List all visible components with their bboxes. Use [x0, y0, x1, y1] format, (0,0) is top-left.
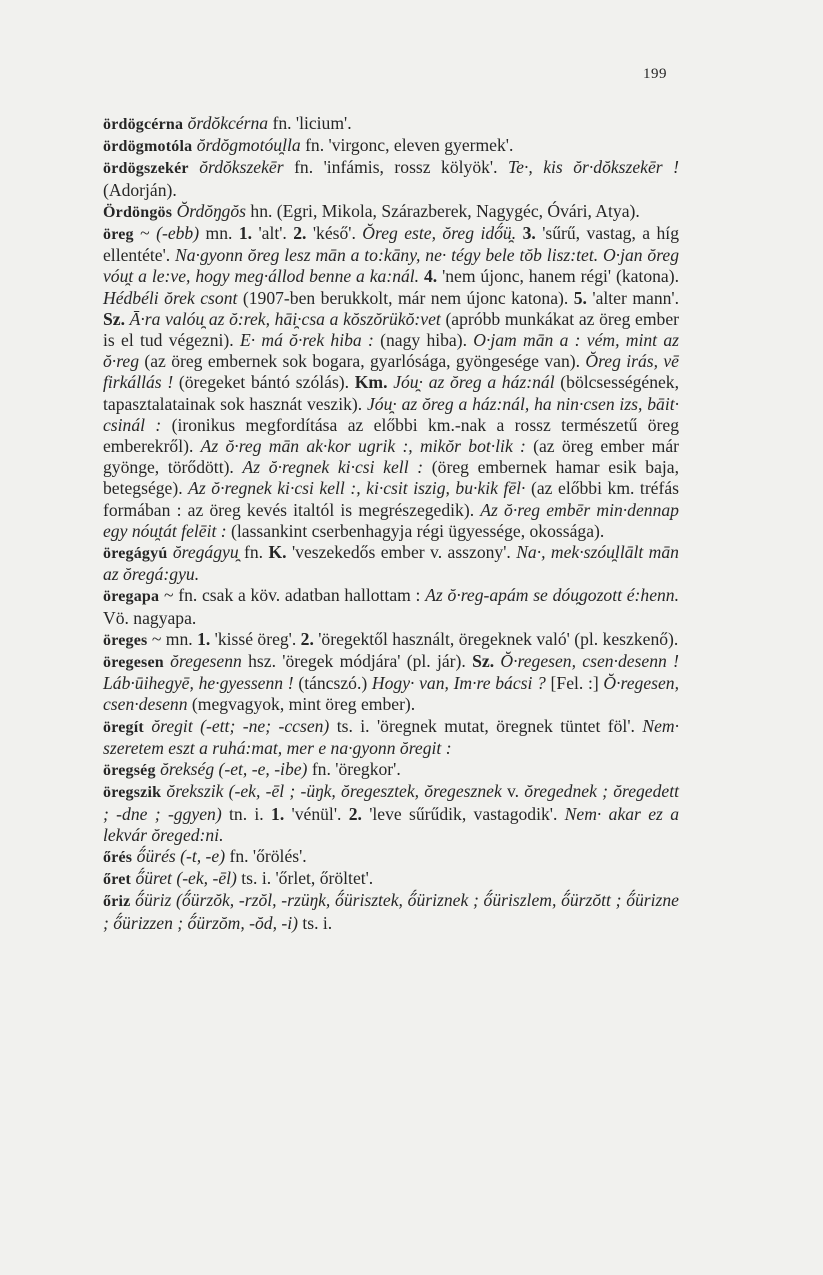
dialect-form: O·jam mān a : vém, mint az ŏ·reg [103, 330, 679, 372]
dictionary-entry [61, 781, 679, 846]
dialect-form: ŏrekszik (-ek, -ēl ; -üŋk, ŏregesztek, ŏregesznek [166, 781, 502, 802]
dictionary-entry [61, 542, 679, 585]
definition-text: ~ fn. csak a köv. adatban hallottam : [159, 585, 426, 606]
definition-text: 'alt'. [252, 223, 294, 244]
definition-text: ts. i. 'öregnek mutat, öregnek tüntet föl'. [329, 715, 643, 736]
definition-text: (ironikus megfordítása az előbbi km.-nak a rossz természetű öreg emberekről). [103, 414, 679, 457]
definition-text: 'alter mann'. [586, 287, 679, 308]
dialect-form: ŏregesenn [170, 651, 242, 672]
dictionary-entry [61, 716, 679, 759]
definition-text: (öreg embernek hamar esik baja, betegsége). [103, 457, 679, 499]
definition-text [189, 157, 199, 177]
definition-text: fn. 'őrölés'. [225, 845, 307, 866]
definition-text: fn. [238, 542, 269, 563]
definition-text: (lassankint cserbenhagyja régi ügyessége, okossága). [226, 520, 605, 541]
sense-marker: 1. [271, 803, 285, 824]
sense-marker: 2. [348, 803, 362, 824]
dialect-form: Nem· akar ez a lekvár ŏreged:ni. [103, 803, 679, 845]
sense-marker: Sz. [103, 308, 125, 329]
sense-marker: 1. [197, 628, 211, 649]
dialect-form: Ŏrdŏŋgŏs [176, 200, 246, 221]
definition-text: (az öreg embernek sok bogara, gyarlósága, gyöngesége van). [139, 351, 586, 372]
dictionary-entry [61, 651, 679, 716]
dictionary-entry [61, 201, 679, 223]
definition-text: (táncszó.) [293, 673, 372, 694]
dialect-form: ő́üriz (ő́ürzŏk, -rzŏl, -rzüŋk, ő́ürisztek, ő́üriznek ; ő́üriszlem, ő́ürzŏtt ; ő́ürizne ; ő́ürizzen ; ő́ürzŏm, -ŏd, -i) [103, 890, 679, 933]
headword: Ördöngös [103, 203, 173, 221]
dialect-form: Ā·ra valóu̯ az ŏ:rek, hāi̯·csa a kŏszŏrükŏ:vet [129, 308, 441, 329]
headword: öregszik [103, 784, 162, 802]
dialect-form: Jóu̯· az ŏreg a ház:nál [393, 372, 555, 393]
dictionary-entry [61, 868, 679, 890]
sense-marker: Km. [354, 372, 388, 393]
sense-marker: Sz. [472, 651, 495, 672]
dialect-form: Hogy· van, Im·re bácsi ? [371, 673, 546, 694]
dialect-form: Te·, kis ŏr·dŏkszekēr ! [507, 157, 679, 178]
headword: öregesen [103, 654, 164, 672]
dialect-form: ŏrdŏkszekēr [199, 157, 284, 178]
headword: ördögszekér [103, 160, 189, 178]
definition-text: (megvagyok, mint öreg ember). [187, 694, 416, 715]
dialect-form: ŏrekség (-et, -e, -ibe) [160, 759, 308, 780]
definition-text: mn. [199, 223, 239, 244]
sense-marker: 3. [522, 223, 536, 244]
definition-text: (apróbb munkákat az öreg ember is el tud végezni). [103, 308, 679, 351]
sense-marker: 2. [293, 223, 307, 244]
headword: öregít [103, 718, 144, 736]
definition-text: fn. 'infámis, rossz kölyök'. [283, 157, 508, 178]
headword: őrés [103, 848, 133, 866]
headword: ördögcérna [103, 116, 184, 133]
dictionary-text-column [61, 113, 679, 934]
sense-marker: 5. [573, 287, 587, 308]
dictionary-entry [61, 135, 679, 157]
dialect-form: ő́ürés (-t, -e) [136, 845, 226, 866]
dialect-form: Hédbéli ŏrek csont [103, 287, 238, 308]
headword: öreg [103, 226, 134, 244]
definition-text: fn. 'öregkor'. [307, 759, 401, 780]
definition-text: 'kissé öreg'. [210, 628, 301, 649]
definition-text: ~ [133, 223, 157, 244]
dictionary-entry [61, 585, 679, 628]
dialect-form: Na·, mek·szóu̯llālt mān az ŏregá:gyu. [103, 542, 679, 585]
definition-text: fn. 'licium'. [268, 113, 352, 133]
dialect-form: ŏregit (-ett; -ne; -ccsen) [151, 715, 330, 736]
definition-text: 'veszekedős ember v. asszony'. [286, 542, 517, 563]
definition-text: ts. i. 'őrlet, őröltet'. [236, 868, 374, 889]
dialect-form: Nem· szeretem eszt a ruhá:mat, mer e na·gyonn ŏregit : [103, 715, 679, 758]
definition-text: 'öregektől használt, öregeknek való' (pl. keszkenő). [313, 628, 679, 649]
headword: öregség [103, 762, 156, 780]
dialect-form: ő́üret (-ek, -ēl) [135, 868, 237, 889]
dialect-form: Na·gyonn ŏreg lesz mān a to:kāny, ne· tégy bele tŏb lisz:tet. O·jan ŏreg vóu̯t a le:ve, hogy meg·állod benne a ka:nál. [103, 245, 679, 287]
definition-text: (1907-ben berukkolt, már nem újonc katona). [237, 287, 574, 308]
dialect-form: Ŏ·regesen, csen·desenn [103, 673, 679, 715]
definition-text: ~ mn. [147, 628, 198, 649]
headword: őret [103, 871, 132, 889]
headword: öregágyú [103, 545, 168, 563]
dialect-form: ŏregágyu̯ [172, 542, 239, 563]
definition-text: hn. (Egri, Mikola, Szárazberek, Nagygéc, Óvári, Atya). [246, 200, 640, 221]
dictionary-entry [61, 629, 679, 651]
dictionary-entry [61, 890, 679, 933]
sense-marker: 1. [238, 223, 253, 244]
dialect-form: Az ŏ·reg-apám se dóu̯gozott é:henn. [425, 585, 680, 606]
dialect-form: Az ŏ·reg embēr min·dennap egy nóu̯tát felēit : [103, 499, 679, 541]
dictionary-entry [61, 157, 679, 200]
definition-text: Vö. nagyapa. [103, 607, 197, 628]
dictionary-entry [61, 759, 679, 781]
dictionary-entry [61, 223, 679, 542]
page-number: 199 [643, 66, 667, 82]
dialect-form: Az ŏ·regnek ki·csi kell : [242, 457, 424, 478]
sense-marker: 4. [423, 266, 438, 287]
definition-text: [Fel. :] [545, 673, 604, 694]
headword: ördögmotóla [103, 138, 193, 156]
dialect-form: Ŏ·regesen, csen·desenn ! Láb·ūihegyē, he·gyessenn ! [103, 651, 679, 694]
definition-text: fn. 'virgonc, eleven gyermek'. [300, 135, 514, 156]
dictionary-entry [61, 846, 679, 868]
dialect-form: Az ŏ·regnek ki·csi kell :, ki·csit iszig, bu·kik fēl· [188, 478, 526, 499]
definition-text: tn. i. [221, 803, 272, 824]
definition-text: (az előbbi km. tréfás formában : az öreg kevés italtól is megrészegedik). [103, 478, 680, 520]
definition-text: v. [501, 781, 525, 802]
dialect-form: Ŏreg irás, vē firkállás ! [103, 351, 679, 393]
headword: őriz [103, 893, 131, 911]
definition-text: 'sűrű, vastag, a híg ellentéte'. [103, 223, 679, 266]
dialect-form: Ŏreg este, ŏreg idő́ü̯. [362, 223, 517, 244]
dialect-form: Jóu̯· az ŏreg a ház:nál, ha nin·csen izs, bāit· csinál : [103, 393, 679, 435]
dialect-form: E· má ŏ·rek hiba : [239, 330, 374, 351]
definition-text: (Adorján). [103, 179, 177, 200]
definition-text: 'vénül'. [284, 803, 349, 824]
dictionary-entry [61, 113, 679, 135]
definition-text: (nagy hiba). [373, 330, 474, 351]
dialect-form: ŏrdŏkcérna [187, 113, 269, 133]
sense-marker: K. [268, 542, 287, 563]
dialect-form: Az ŏ·reg mān ak·kor ugrik :, mikŏr bot·lik : [200, 436, 526, 457]
definition-text: 'nem újonc, hanem régi' (katona). [437, 266, 679, 287]
definition-text: (bölcsességének, tapasztalatainak sok hasznát veszik). [103, 372, 680, 414]
definition-text: hsz. 'öregek módjára' (pl. jár). [241, 651, 473, 672]
definition-text: 'késő'. [306, 223, 363, 244]
headword: öregapa [103, 588, 160, 606]
headword: öreges [103, 631, 148, 649]
dialect-form: (-ebb) [156, 223, 200, 244]
dialect-form: ŏregednek ; ŏregedett ; -dne ; -ggyen) [103, 781, 679, 824]
dialect-form: ŏrdŏgmotóu̯lla [196, 135, 301, 156]
definition-text: ts. i. [297, 912, 333, 933]
definition-text: 'leve sűrűdik, vastagodik'. [361, 803, 565, 824]
sense-marker: 2. [300, 628, 314, 649]
definition-text: (az öreg ember már gyönge, törődött). [103, 436, 679, 478]
definition-text: (öregeket bántó szólás). [173, 372, 355, 393]
